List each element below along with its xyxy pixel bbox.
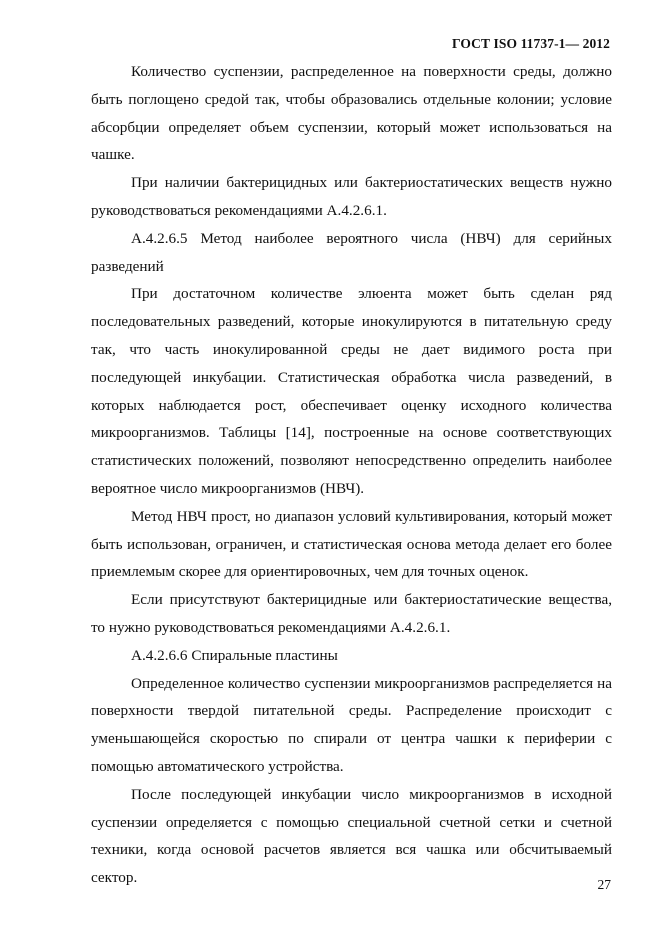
section-heading-a42666: А.4.2.6.6 Спиральные пластины [131, 646, 338, 664]
paragraph-bactericidal-note-2: Если присутствуют бактерицидные или бактериостатические вещества, то нужно руководствоваться рекомендациями А.4.2.6.1. [91, 591, 612, 636]
paragraph-spiral-counting: После последующей инкубации число микроорганизмов в исходной суспензии определяется с помощью специальной счетной сетки и счетной техники, когда основой расчетов является вся чашка или обсчитываемый сектор. [91, 785, 612, 887]
page-number: 27 [597, 877, 611, 892]
paragraph-mpn-dilutions: При достаточном количестве элюента может быть сделан ряд последовательных разведений, которые инокулируются в питательную среду так, что часть инокулированной среды не дает видимого роста при последующей инкубации. Статистическая обработка числа разведений, в которых наблюдается рост, обеспечивает оценку исходного количества микроорганизмов. Таблицы [14], построенные на основе соответствующих статистических положений, позволяют непосредственно определить наиболее вероятное число микроорганизмов (НВЧ). [91, 285, 612, 497]
document-header: ГОСТ ISO 11737-1— 2012 [451, 36, 610, 51]
paragraph-mpn-method: Метод НВЧ прост, но диапазон условий культивирования, который может быть использован, ограничен, и статистическая основа метода делает его более приемлемым скорее для ориентировочных, чем для точных оценок. [91, 507, 612, 581]
section-heading-a42665: А.4.2.6.5 Метод наиболее вероятного числа (НВЧ) для серийных разведений [91, 229, 612, 275]
document-body [91, 58, 612, 892]
paragraph-bactericidal-note-1: При наличии бактерицидных или бактериостатических веществ нужно руководствоваться рекомендациями А.4.2.6.1. [91, 174, 612, 219]
paragraph-suspension-absorption: Количество суспензии, распределенное на поверхности среды, должно быть поглощено средой так, чтобы образовались отдельные колонии; условие абсорбции определяет объем суспензии, который может использоваться на чашке. [91, 63, 612, 164]
paragraph-spiral-distribution: Определенное количество суспензии микроорганизмов распределяется на поверхности твердой питательной среды. Распределение происходит с уменьшающейся скоростью по спирали от центра чашки к периферии с помощью автоматического устройства. [91, 674, 612, 775]
